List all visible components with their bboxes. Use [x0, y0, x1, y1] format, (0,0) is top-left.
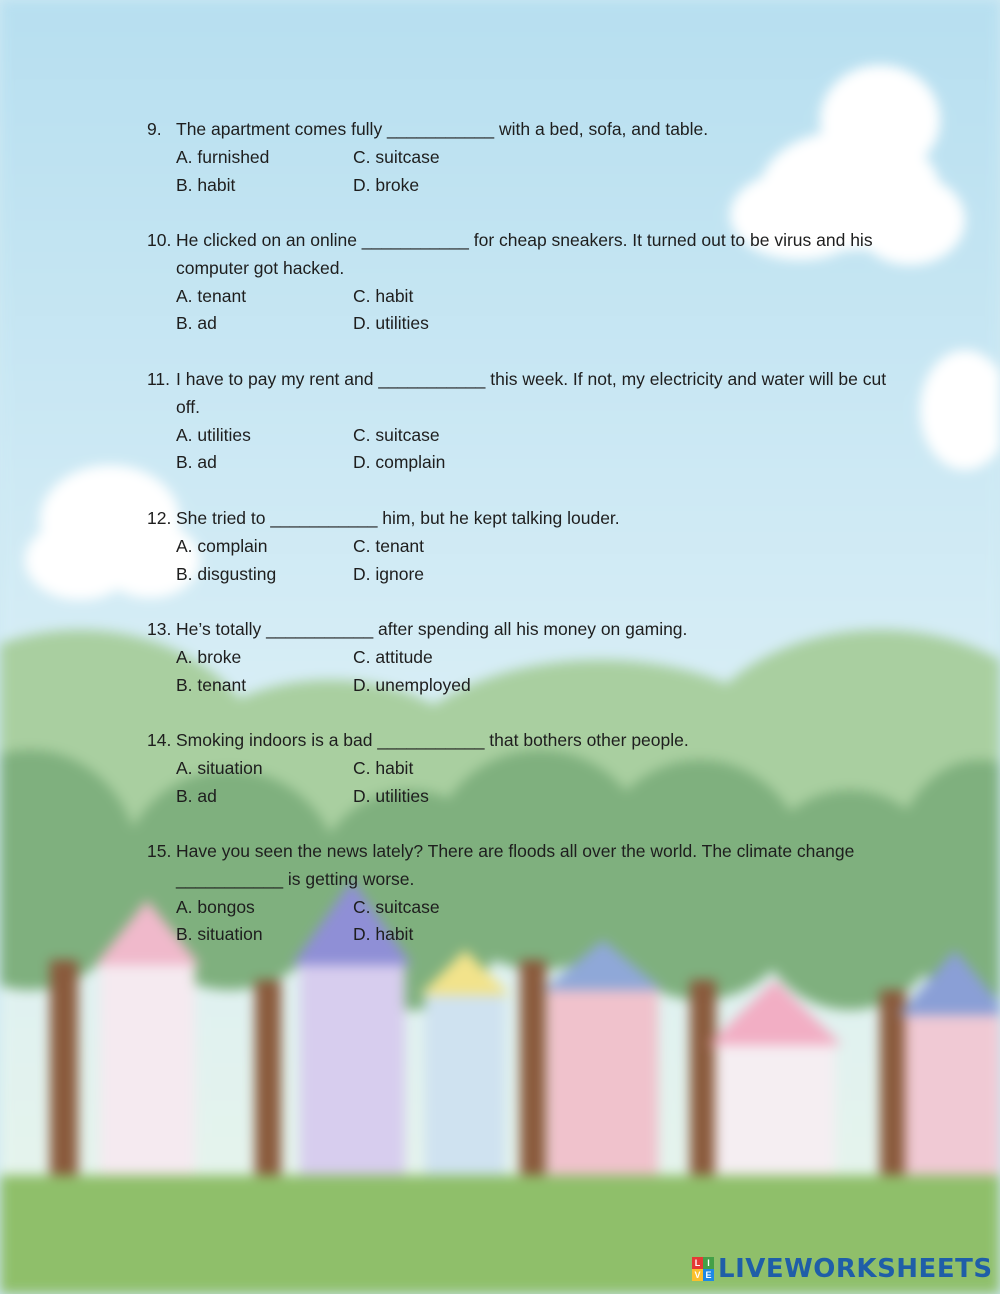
question-number: 11. [147, 369, 171, 389]
question-stem: I have to pay my rent and ___________ this week. If not, my electricity and water will be cut off. [176, 369, 887, 417]
option-c[interactable]: C. suitcase [353, 424, 440, 445]
question-stem: Smoking indoors is a bad ___________ that bothers other people. [176, 730, 689, 750]
answer-options [176, 144, 887, 200]
option-c[interactable]: C. tenant [353, 535, 425, 556]
option-d[interactable]: D. utilities [353, 785, 429, 806]
answer-options [176, 755, 887, 811]
answer-options [176, 644, 887, 700]
option-c[interactable]: C. habit [353, 757, 414, 778]
option-d[interactable]: D. ignore [353, 563, 425, 584]
mark-letter-e: E [703, 1269, 714, 1281]
option-c[interactable]: C. habit [353, 285, 414, 306]
answer-options [176, 533, 887, 589]
option-b[interactable]: B. ad [176, 785, 217, 806]
option-c[interactable]: C. suitcase [353, 146, 440, 167]
answer-options [176, 894, 887, 950]
option-b[interactable]: B. habit [176, 174, 236, 195]
question-number: 12. [147, 508, 172, 528]
option-a[interactable]: A. tenant [176, 285, 247, 306]
question-stem: Have you seen the news lately? There are floods all over the world. The climate change ___________ is getting worse. [176, 841, 855, 889]
question-14 [147, 727, 887, 810]
answer-options [176, 422, 887, 478]
option-c[interactable]: C. suitcase [353, 896, 440, 917]
mark-letter-v: V [692, 1269, 703, 1281]
question-15 [147, 838, 887, 949]
option-b[interactable]: B. tenant [176, 674, 247, 695]
question-stem: She tried to ___________ him, but he kept talking louder. [176, 508, 620, 528]
liveworksheets-logo[interactable] [692, 1253, 993, 1285]
option-d[interactable]: D. unemployed [353, 674, 471, 695]
answer-options [176, 283, 887, 339]
option-a[interactable]: A. broke [176, 646, 242, 667]
question-9 [147, 116, 887, 199]
question-13 [147, 616, 887, 699]
logo-text: LIVEWORKSHEETS [718, 1254, 993, 1284]
option-d[interactable]: D. complain [353, 452, 446, 473]
option-b[interactable]: B. disgusting [176, 563, 277, 584]
question-11 [147, 366, 887, 477]
option-a[interactable]: A. bongos [176, 896, 255, 917]
option-a[interactable]: A. furnished [176, 146, 270, 167]
mark-letter-l: L [692, 1257, 703, 1269]
option-d[interactable]: D. habit [353, 924, 414, 945]
option-d[interactable]: D. broke [353, 174, 420, 195]
option-b[interactable]: B. ad [176, 313, 217, 334]
question-number: 9. [147, 119, 162, 139]
option-a[interactable]: A. situation [176, 757, 263, 778]
question-number: 15. [147, 841, 172, 861]
option-b[interactable]: B. situation [176, 924, 263, 945]
question-stem: He clicked on an online ___________ for cheap sneakers. It turned out to be virus and his computer got hacked. [176, 230, 873, 278]
option-a[interactable]: A. utilities [176, 424, 251, 445]
question-10 [147, 227, 887, 338]
option-d[interactable]: D. utilities [353, 313, 429, 334]
question-12 [147, 505, 887, 588]
question-number: 10. [147, 230, 172, 250]
question-stem: The apartment comes fully ___________ with a bed, sofa, and table. [176, 119, 709, 139]
live-mark-icon [692, 1257, 714, 1281]
option-c[interactable]: C. attitude [353, 646, 433, 667]
option-a[interactable]: A. complain [176, 535, 268, 556]
question-stem: He’s totally ___________ after spending all his money on gaming. [176, 619, 688, 639]
question-number: 14. [147, 730, 172, 750]
question-number: 13. [147, 619, 172, 639]
option-b[interactable]: B. ad [176, 452, 217, 473]
mark-letter-i: I [703, 1257, 714, 1269]
